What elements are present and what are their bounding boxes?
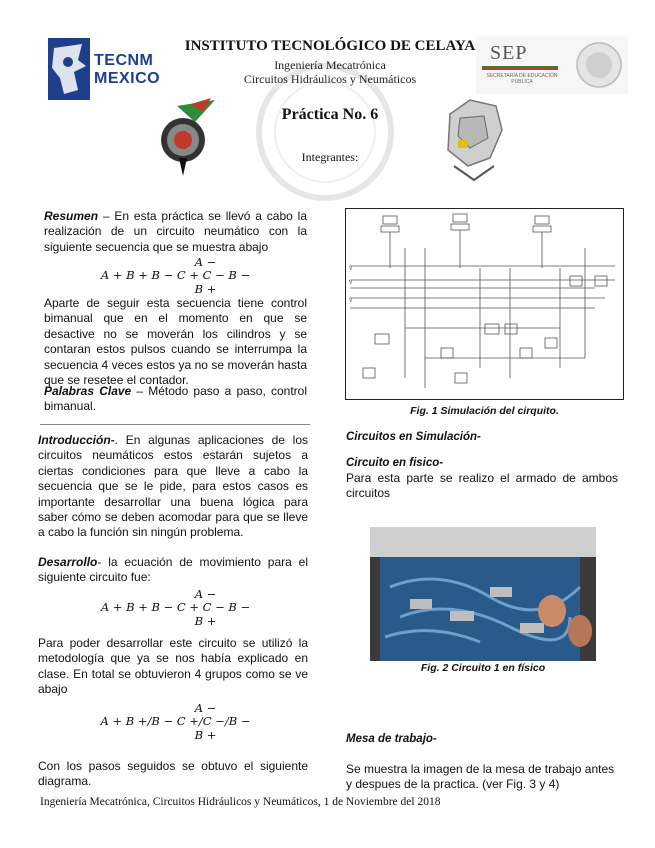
keywords-label: Palabras Clave bbox=[44, 384, 132, 398]
course-subtitle: Circuitos Hidráulicos y Neumáticos bbox=[243, 72, 417, 86]
fig1-caption: Fig. 1 Simulación del cirquito. bbox=[410, 405, 559, 417]
intro-text: . En algunas aplicaciones de los circuitos neumáticos estos estarán sujetos a ciertas condiciones para que lleve a cabo la secuencia que se le pide, para estos casos es importante desarrollar una buena lógica para saber cómo se deben acomodar para que se lleve a cabo la función sin ningún problema. bbox=[38, 433, 308, 540]
fig2-caption: Fig. 2 Circuito 1 en físico bbox=[420, 662, 546, 674]
circuit-simulation-heading: Circuitos en Simulación- bbox=[346, 431, 481, 443]
intro-label: Introducción- bbox=[38, 433, 115, 447]
circuit-physical-photo bbox=[370, 527, 596, 661]
svg-text:V: V bbox=[349, 280, 353, 286]
equation-1-top: A − bbox=[194, 255, 217, 269]
equation-1-main: A + B + B − C + C − B − bbox=[100, 268, 251, 282]
tecnm-logo bbox=[48, 38, 161, 100]
svg-text:V: V bbox=[349, 298, 353, 304]
circuit-physical-heading: Circuito en fisico- bbox=[346, 457, 444, 469]
members-label: Integrantes: bbox=[301, 150, 359, 164]
mexico-logo-text: MEXICO bbox=[94, 70, 161, 87]
keywords-paragraph bbox=[44, 384, 307, 415]
equation-2-main: A + B + B − C + C − B − bbox=[100, 600, 251, 614]
desarrollo-text: - la ecuación de movimiento para el siguiente circuito fue: bbox=[38, 555, 308, 585]
itc-gear-logo bbox=[155, 98, 219, 178]
equation-2-top: A − bbox=[194, 587, 217, 601]
keywords-text: – Método paso a paso, control bimanual. bbox=[44, 384, 308, 414]
celaya-map-logo bbox=[440, 96, 508, 182]
equation-1-bottom: B + bbox=[194, 282, 217, 296]
aparte-paragraph: Aparte de seguir esta secuencia tiene control bimanual que en el momento en que se desactive no se moverán los cilindros y se contaran estos pulsos cuando se interrumpa la secuencia 4 veces estos ya no se moverán hasta que se resetee el contador. bbox=[44, 296, 307, 388]
desarrollo-paragraph bbox=[38, 555, 308, 586]
svg-text:V: V bbox=[349, 266, 353, 272]
workbench-text: Se muestra la imagen de la mesa de trabajo antes y despues de la practica. (ver Fig. 3 y 4) bbox=[346, 762, 615, 792]
resumen-paragraph bbox=[44, 209, 307, 255]
page-footer: Ingeniería Mecatrónica, Circuitos Hidráulicos y Neumáticos, 1 de Noviembre del 2018 bbox=[40, 796, 441, 808]
equation-3-top: A − bbox=[194, 701, 217, 715]
mexico-seal-icon bbox=[574, 40, 624, 90]
equation-2-bottom: B + bbox=[194, 614, 217, 628]
equation-3-bottom: B + bbox=[194, 728, 217, 742]
intro-paragraph bbox=[38, 433, 308, 541]
practice-title: Práctica No. 6 bbox=[281, 106, 379, 123]
tecnm-logo-text: TECNM bbox=[94, 52, 154, 69]
sep-subtitle: SECRETARÍA DE EDUCACIÓN PÚBLICA bbox=[486, 73, 558, 85]
tecnm-eagle-icon bbox=[48, 38, 90, 100]
desarrollo-label: Desarrollo bbox=[38, 555, 98, 569]
resumen-text: – En esta práctica se llevó a cabo la realización de un circuito neumático con la siguiente secuencia que se muestra abajo bbox=[44, 209, 307, 254]
section-divider bbox=[40, 424, 310, 425]
circuit-physical-text: Para esta parte se realizo el armado de ambos circuitos bbox=[346, 471, 618, 501]
circuit-simulation-figure bbox=[345, 208, 624, 400]
pasos-paragraph: Con los pasos seguidos se obtuvo el siguiente diagrama. bbox=[38, 759, 308, 789]
sep-logo bbox=[476, 36, 628, 94]
career-subtitle: Ingeniería Mecatrónica bbox=[274, 58, 386, 72]
equation-3-main: A + B +/B − C +/C −/B − bbox=[100, 714, 251, 728]
sep-logo-text: SEP bbox=[490, 42, 528, 64]
para-paragraph: Para poder desarrollar este circuito se utilizó la metodología que ya se nos había explicado en clase. En total se obtuvieron 4 grupos como se ve abajo bbox=[38, 636, 308, 697]
workbench-heading: Mesa de trabajo- bbox=[346, 733, 437, 745]
institute-title: INSTITUTO TECNOLÓGICO DE CELAYA bbox=[184, 38, 476, 54]
resumen-label: Resumen bbox=[44, 209, 99, 223]
